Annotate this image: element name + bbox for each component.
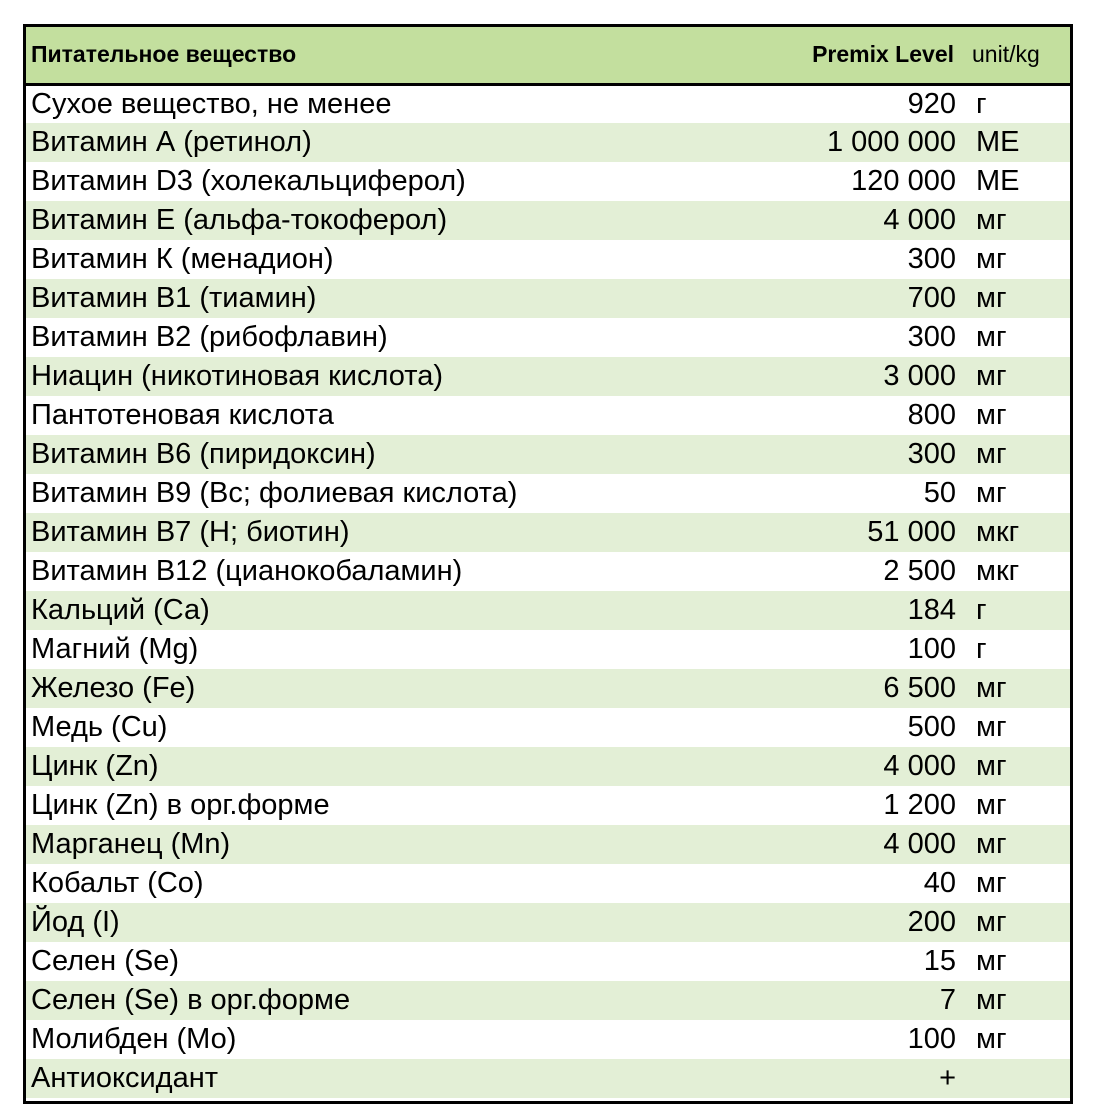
table-row bbox=[26, 591, 1070, 630]
header-premix-level: Premix Level bbox=[812, 41, 954, 68]
premix-level-value: 1 200 bbox=[883, 789, 956, 821]
nutrient-name: Цинк (Zn) в орг.форме bbox=[31, 789, 330, 821]
unit-value: МЕ bbox=[976, 126, 1020, 158]
nutrient-name: Витамин В7 (Н; биотин) bbox=[31, 516, 350, 548]
table-row bbox=[26, 1020, 1070, 1059]
premix-level-value: 300 bbox=[907, 321, 956, 353]
table-row bbox=[26, 279, 1070, 318]
unit-value: мг bbox=[976, 828, 1007, 860]
table-row bbox=[26, 84, 1070, 123]
table-row bbox=[26, 981, 1070, 1020]
table-row bbox=[26, 357, 1070, 396]
premix-level-value: 51 000 bbox=[867, 516, 956, 548]
premix-level-value: 6 500 bbox=[883, 672, 956, 704]
premix-level-value: 100 bbox=[907, 633, 956, 665]
unit-value: мг bbox=[976, 360, 1007, 392]
nutrient-name: Витамин В1 (тиамин) bbox=[31, 282, 317, 314]
nutrient-name: Пантотеновая кислота bbox=[31, 399, 334, 431]
nutrient-name: Марганец (Mn) bbox=[31, 828, 231, 860]
nutrient-name: Ниацин (никотиновая кислота) bbox=[31, 360, 443, 392]
table-row bbox=[26, 903, 1070, 942]
table-row bbox=[26, 1059, 1070, 1098]
premix-level-value: 15 bbox=[923, 945, 956, 977]
unit-value bbox=[956, 1059, 1070, 1098]
premix-level-value: 300 bbox=[907, 438, 956, 470]
premix-level-value: 184 bbox=[907, 594, 956, 626]
unit-value: мг bbox=[976, 282, 1007, 314]
premix-level-value: 2 500 bbox=[883, 555, 956, 587]
header-row bbox=[26, 27, 1070, 84]
table-row bbox=[26, 201, 1070, 240]
nutrient-name: Йод (I) bbox=[31, 906, 120, 938]
table-row bbox=[26, 123, 1070, 162]
nutrient-name: Селен (Se) bbox=[31, 945, 180, 977]
unit-value: мг bbox=[976, 789, 1007, 821]
table-row bbox=[26, 630, 1070, 669]
unit-value: мг bbox=[976, 945, 1007, 977]
unit-value: г bbox=[976, 594, 987, 626]
unit-value: МЕ bbox=[976, 165, 1020, 197]
table-row bbox=[26, 552, 1070, 591]
table-row bbox=[26, 318, 1070, 357]
premix-level-value: 300 bbox=[907, 243, 956, 275]
nutrient-name: Витамин В2 (рибофлавин) bbox=[31, 321, 388, 353]
table-row bbox=[26, 864, 1070, 903]
premix-level-value: 800 bbox=[907, 399, 956, 431]
unit-value: мг bbox=[976, 1023, 1007, 1055]
unit-value: г bbox=[976, 87, 987, 120]
table-row bbox=[26, 513, 1070, 552]
table-row bbox=[26, 708, 1070, 747]
premix-level-value: 50 bbox=[923, 477, 956, 509]
table-row bbox=[26, 747, 1070, 786]
premix-level-value: 920 bbox=[907, 87, 956, 120]
unit-value: мг bbox=[976, 204, 1007, 236]
unit-value: мг bbox=[976, 672, 1007, 704]
nutrient-name: Кальций (Са) bbox=[31, 594, 210, 626]
table-row bbox=[26, 825, 1070, 864]
unit-value: мг bbox=[976, 750, 1007, 782]
table-row bbox=[26, 474, 1070, 513]
table-row bbox=[26, 786, 1070, 825]
premix-level-value: 40 bbox=[923, 867, 956, 899]
unit-value: мг bbox=[976, 399, 1007, 431]
nutrient-name: Молибден (Мо) bbox=[31, 1023, 237, 1055]
unit-value: мг bbox=[976, 321, 1007, 353]
unit-value: мг bbox=[976, 906, 1007, 938]
premix-level-value: 120 000 bbox=[851, 165, 956, 197]
nutrient-name: Железо (Fe) bbox=[31, 672, 196, 704]
nutrient-name: Кобальт (Со) bbox=[31, 867, 204, 899]
nutrient-name: Витамин D3 (холекальциферол) bbox=[31, 165, 466, 197]
unit-value: мг bbox=[976, 243, 1007, 275]
nutrient-name: Витамин А (ретинол) bbox=[31, 126, 312, 158]
nutrient-name: Витамин Е (альфа-токоферол) bbox=[31, 204, 448, 236]
premix-level-value: 1 000 000 bbox=[826, 126, 956, 158]
unit-value: мг bbox=[976, 867, 1007, 899]
nutrient-name: Сухое вещество, не менее bbox=[31, 87, 392, 120]
nutrient-name: Витамин В12 (цианокобаламин) bbox=[31, 555, 463, 587]
unit-value: мг bbox=[976, 477, 1007, 509]
premix-level-value: 4 000 bbox=[883, 750, 956, 782]
table-header bbox=[26, 27, 1070, 84]
premix-level-value: 7 bbox=[939, 984, 956, 1016]
unit-value: мкг bbox=[976, 555, 1020, 587]
nutrient-name: Магний (Mg) bbox=[31, 633, 199, 665]
table-row bbox=[26, 435, 1070, 474]
premix-level-value: 500 bbox=[907, 711, 956, 743]
nutrient-name: Цинк (Zn) bbox=[31, 750, 159, 782]
premix-level-value: 200 bbox=[907, 906, 956, 938]
table-body bbox=[26, 84, 1070, 1098]
table-row bbox=[26, 162, 1070, 201]
unit-value: мг bbox=[976, 711, 1007, 743]
header-nutrient: Питательное вещество bbox=[31, 41, 297, 68]
unit-value: мкг bbox=[976, 516, 1020, 548]
header-unit: unit/kg bbox=[972, 41, 1040, 68]
unit-value: г bbox=[976, 633, 987, 665]
nutrient-name: Антиоксидант bbox=[31, 1062, 219, 1094]
table-row bbox=[26, 669, 1070, 708]
premix-level-value: + bbox=[939, 1062, 956, 1094]
table-row bbox=[26, 396, 1070, 435]
unit-value: мг bbox=[976, 438, 1007, 470]
nutrient-name: Витамин В6 (пиридоксин) bbox=[31, 438, 376, 470]
nutrient-name: Медь (Cu) bbox=[31, 711, 168, 743]
table-row bbox=[26, 942, 1070, 981]
table-row bbox=[26, 240, 1070, 279]
premix-level-value: 4 000 bbox=[883, 828, 956, 860]
premix-level-value: 700 bbox=[907, 282, 956, 314]
premix-table-frame bbox=[23, 24, 1073, 1104]
premix-level-value: 3 000 bbox=[883, 360, 956, 392]
premix-level-value: 100 bbox=[907, 1023, 956, 1055]
unit-value: мг bbox=[976, 984, 1007, 1016]
premix-level-value: 4 000 bbox=[883, 204, 956, 236]
nutrient-name: Витамин К (менадион) bbox=[31, 243, 334, 275]
premix-table bbox=[26, 27, 1070, 1098]
nutrient-name: Селен (Se) в орг.форме bbox=[31, 984, 351, 1016]
nutrient-name: Витамин В9 (Вс; фолиевая кислота) bbox=[31, 477, 518, 509]
